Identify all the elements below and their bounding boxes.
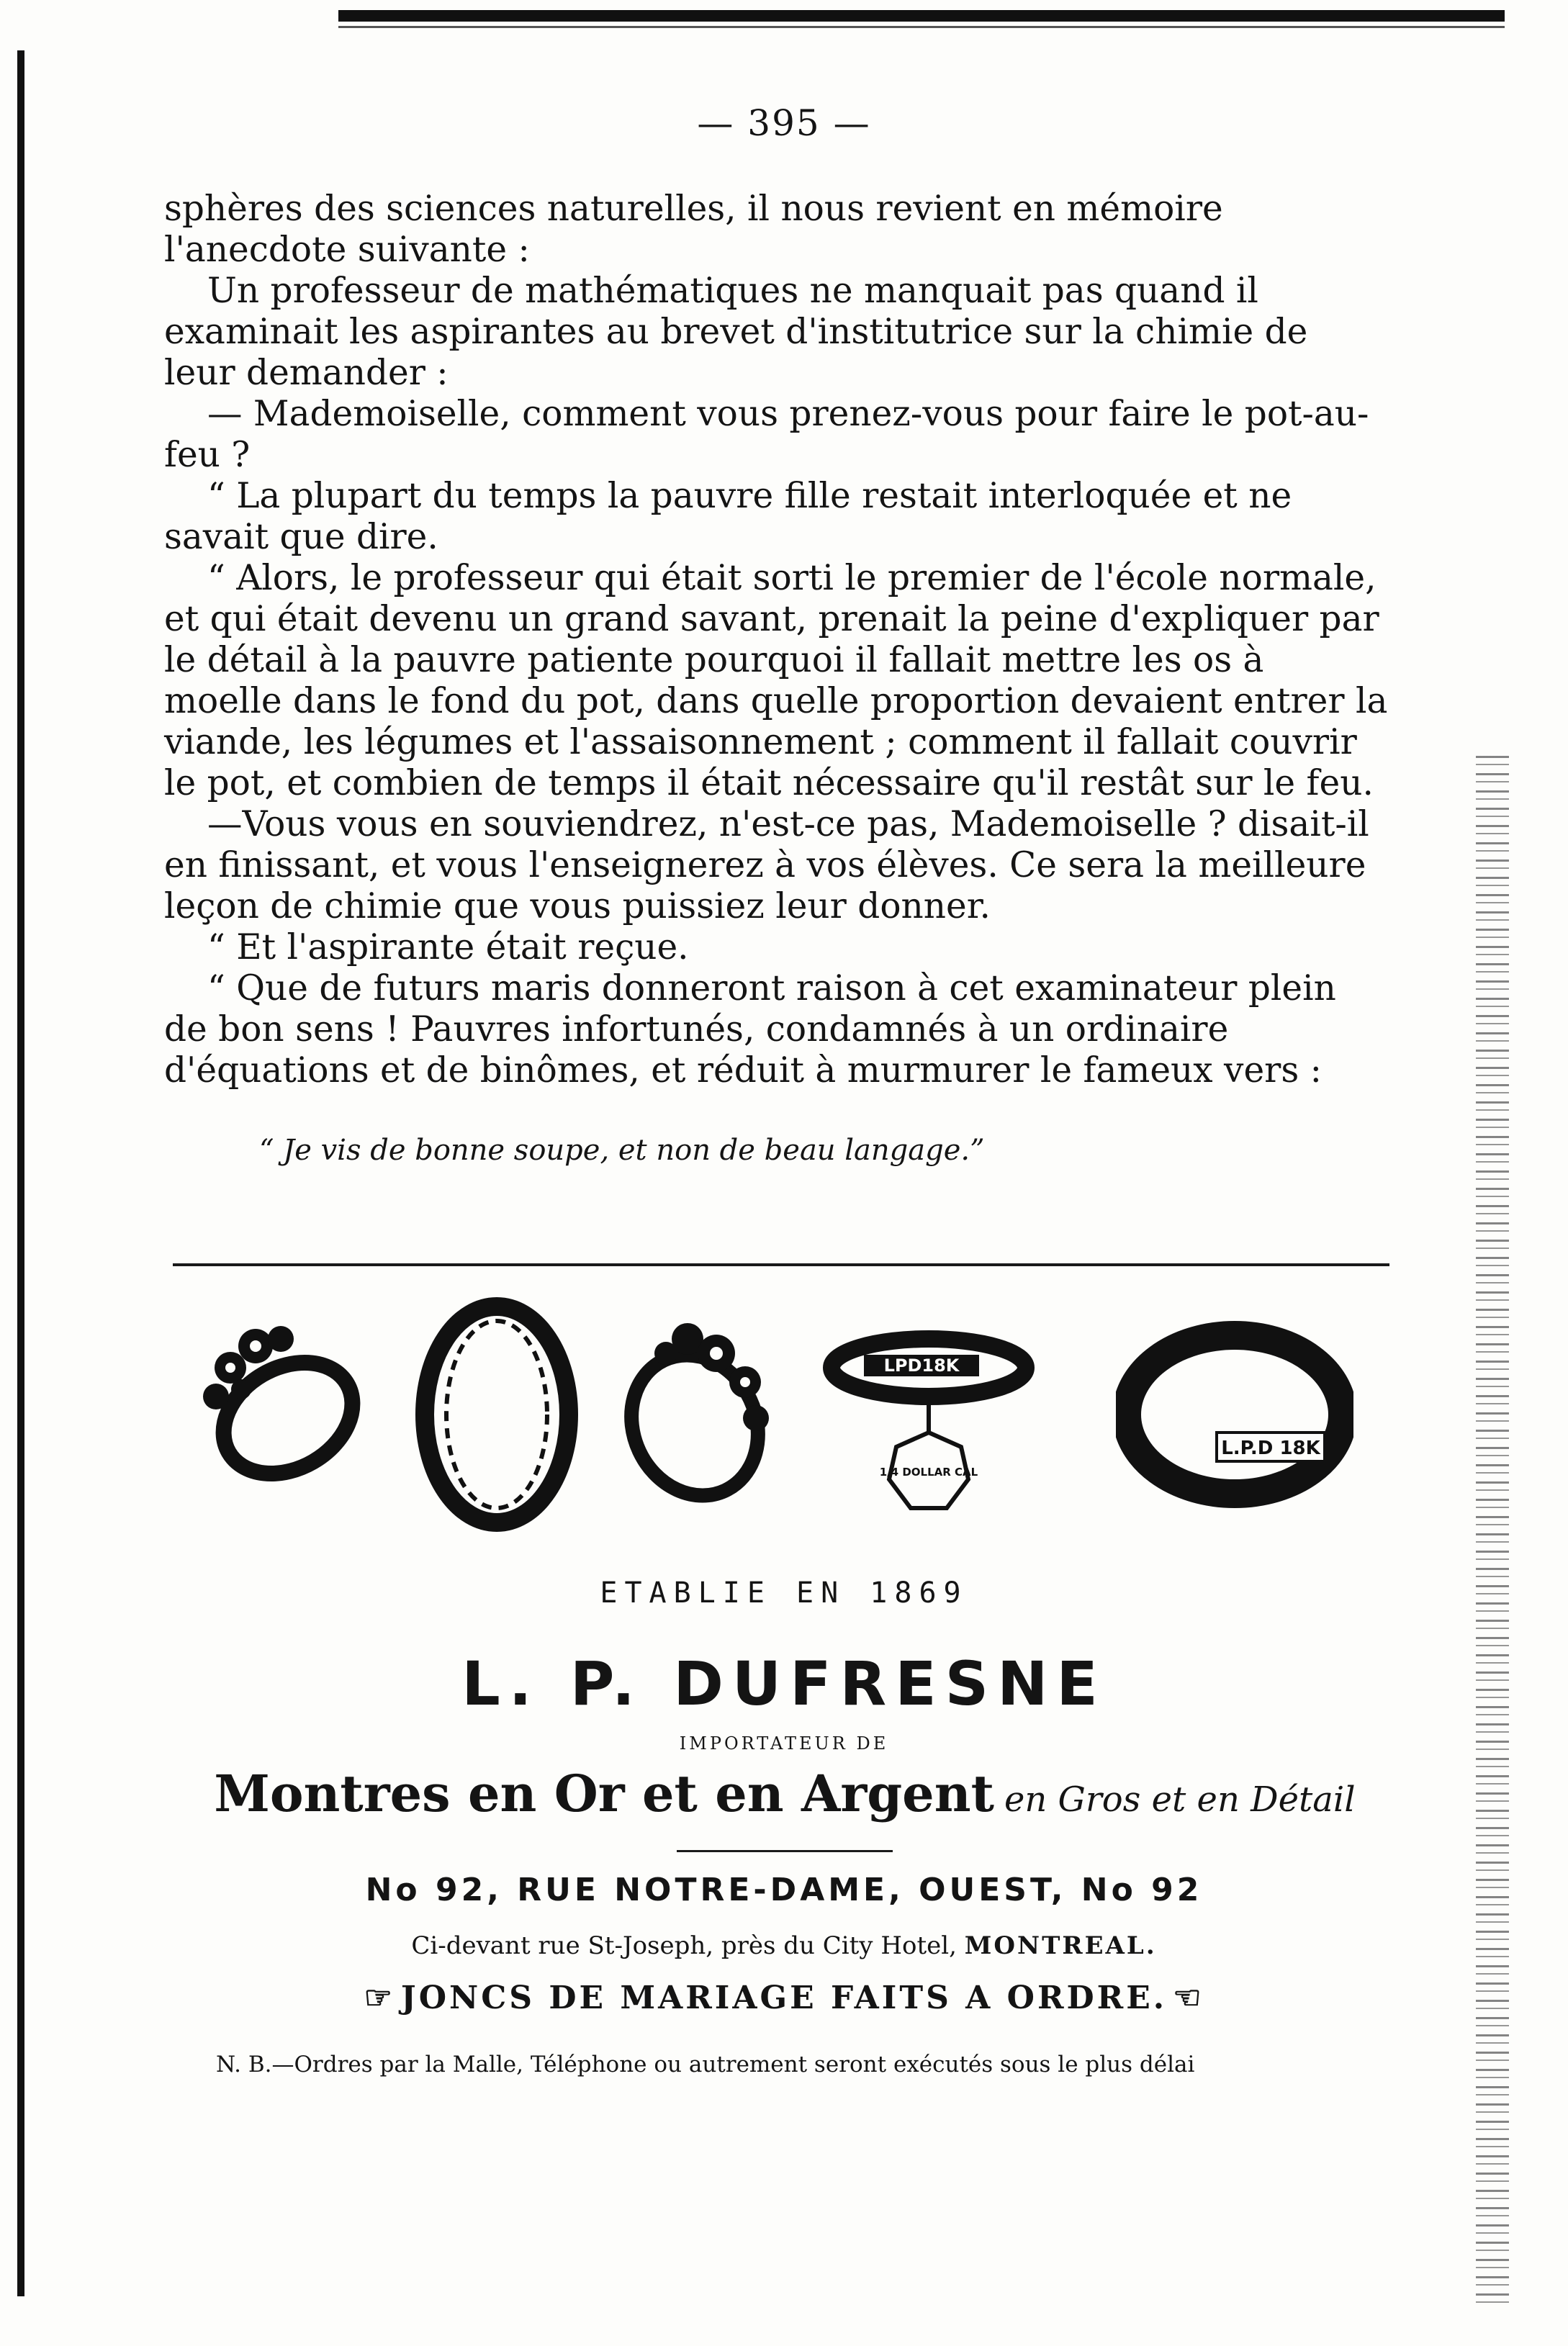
wide-band-ring-illustration — [1116, 1317, 1353, 1512]
goods-line — [166, 1764, 1404, 1823]
section-divider — [173, 1263, 1389, 1266]
scan-top-border-thin — [338, 26, 1505, 28]
short-divider — [677, 1850, 893, 1852]
wedding-rings-line — [0, 1980, 1568, 2016]
paragraph: “ Alors, le professeur qui était sorti le premier de l'école normale, et qui était devenu un grand savant, prenait la peine d'expliquer par le détail à la pauvre patiente pourquoi il fallait mettre les os à moelle dans le fond du pot, dans quelle proportion devaient entrer la viande, les légumes et l'assaisonnement ; comment il fallait couvrir le pot, et combien de temps il était nécessaire qu'il restât sur le feu. — [164, 558, 1388, 803]
wedding-rings-text: JONCS DE MARIAGE FAITS A ORDRE. — [400, 1980, 1168, 2016]
ring-engraving-lpd: LPD18K — [883, 1355, 960, 1376]
paragraph: sphères des sciences naturelles, il nous revient en mémoire l'anecdote suivante : — [164, 189, 1223, 270]
shop-address: No 92, RUE NOTRE-DAME, OUEST, No 92 — [365, 1872, 1203, 1908]
importer-line: IMPORTATEUR DE — [679, 1733, 889, 1754]
article-body — [164, 189, 1388, 1091]
former-address — [0, 1931, 1568, 1960]
footnote: N. B.—Ordres par la Malle, Téléphone ou autrement seront exécutés sous le plus délai — [216, 2052, 1195, 2077]
scan-right-edge-noise — [1476, 756, 1509, 2311]
goods-sub: en Gros et en Détail — [1004, 1779, 1356, 1820]
paragraph: “ Et l'aspirante était reçue. — [207, 927, 689, 967]
city-name: MONTREAL. — [964, 1931, 1157, 1960]
firm-name: L. P. DUFRESNE — [461, 1648, 1107, 1719]
ring-engraving-lpd-18k: L.P.D 18K — [1221, 1438, 1320, 1459]
pointing-hand-left-icon: ☜ — [1173, 1980, 1204, 2016]
former-address-text: Ci-devant rue St-Joseph, près du City Hotel, — [411, 1931, 957, 1960]
coin-charm-engraving: 1/4 DOLLAR CAL — [879, 1466, 978, 1479]
jeweled-ring-illustration — [187, 1310, 374, 1497]
ring-illustrations — [187, 1296, 1397, 1569]
established-line: ETABLIE EN 1869 — [600, 1576, 968, 1610]
paragraph: Un professeur de mathématiques ne manquait pas quand il examinait les aspirantes au brevet d'institutrice sur la chimie de leur demander : — [164, 271, 1308, 393]
goods-main: Montres en Or et en Argent — [214, 1764, 994, 1823]
paragraph: —Vous vous en souviendrez, n'est-ce pas, Mademoiselle ? disait-il en finissant, et vous l'enseignerez à vos élèves. Ce sera la meilleure leçon de chimie que vous puissiez leur donner. — [164, 804, 1369, 926]
scan-top-border — [338, 10, 1505, 22]
page-number: — 395 — — [697, 102, 871, 144]
paragraph: “ Que de futurs maris donneront raison à cet examinateur plein de bon sens ! Pauvres infortunés, condamnés à un ordinaire d'équations et de binômes, et réduit à murmurer le fameux vers : — [164, 968, 1336, 1091]
cluster-ring-illustration — [608, 1303, 803, 1512]
signet-ring-with-charm-illustration — [821, 1325, 1037, 1526]
band-ring-illustration — [403, 1296, 590, 1533]
pointing-hand-right-icon: ☞ — [364, 1980, 395, 2016]
paragraph: — Mademoiselle, comment vous prenez-vous pour faire le pot-au-feu ? — [164, 394, 1369, 475]
paragraph: “ La plupart du temps la pauvre fille restait interloquée et ne savait que dire. — [164, 476, 1292, 557]
verse-quote: “ Je vis de bonne soupe, et non de beau langage.” — [259, 1134, 985, 1167]
